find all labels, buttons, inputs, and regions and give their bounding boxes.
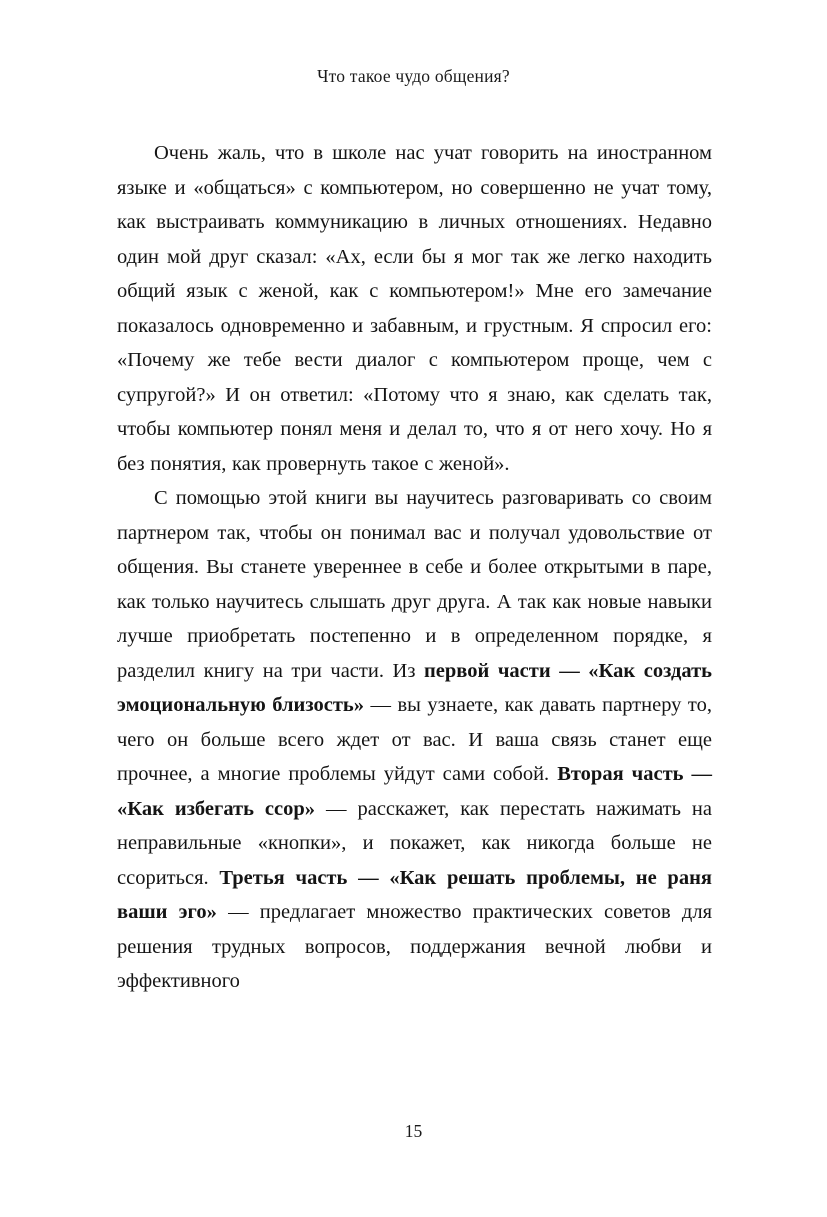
text-segment: — предлагает множество практических советов для решения трудных вопросов, поддержания вечной любви и эффективного [117, 901, 712, 992]
page-number: 15 [404, 1121, 423, 1141]
paragraph [117, 481, 712, 999]
bold-part-two-title: Вторая часть — «Как избегать ссор» [117, 763, 712, 820]
text-segment: — вы узнаете, как давать партнеру то, чего он больше всего ждет от вас. И ваша связь станет еще прочнее, а многие проблемы уйдут сами собой. [117, 694, 712, 785]
chapter-running-head: Что такое чудо общения? [317, 66, 510, 86]
text-segment: Очень жаль, что в школе нас учат говорить на иностранном языке и «общаться» с компьютером, но совершенно не учат тому, как выстраивать коммуникацию в личных отношениях. Недавно один мой друг сказал: «Ах, если бы я мог так же легко находить общий язык с женой, как с компьютером!» Мне его замечание показалось одновременно и забавным, и грустным. Я спросил его: «Почему же тебе вести диалог с компьютером проще, чем с супругой?» И он ответил: «Потому что я знаю, как сделать так, чтобы компьютер понял меня и делал то, что я от него хочу. Но я без понятия, как провернуть такое с женой». [117, 142, 712, 475]
paragraph [117, 136, 712, 481]
body-text [117, 136, 712, 999]
text-segment: — расскажет, как перестать нажимать на неправильные «кнопки», и покажет, как никогда больше не ссориться. [117, 797, 713, 889]
bold-part-one-title: первой части — «Как создать эмоциональную близость» [117, 659, 713, 716]
text-segment: С помощью этой книги вы научитесь разговаривать со своим партнером так, чтобы он понимал вас и получал удовольствие от общения. Вы станете увереннее в себе и более открытыми в паре, как только научитесь слышать друг друга. А так как новые навыки лучше приобретать постепенно и в определенном порядке, я разделил книгу на три части. Из [117, 487, 712, 682]
bold-part-three-title: Третья часть — «Как решать проблемы, не раня ваши эго» [117, 866, 712, 923]
